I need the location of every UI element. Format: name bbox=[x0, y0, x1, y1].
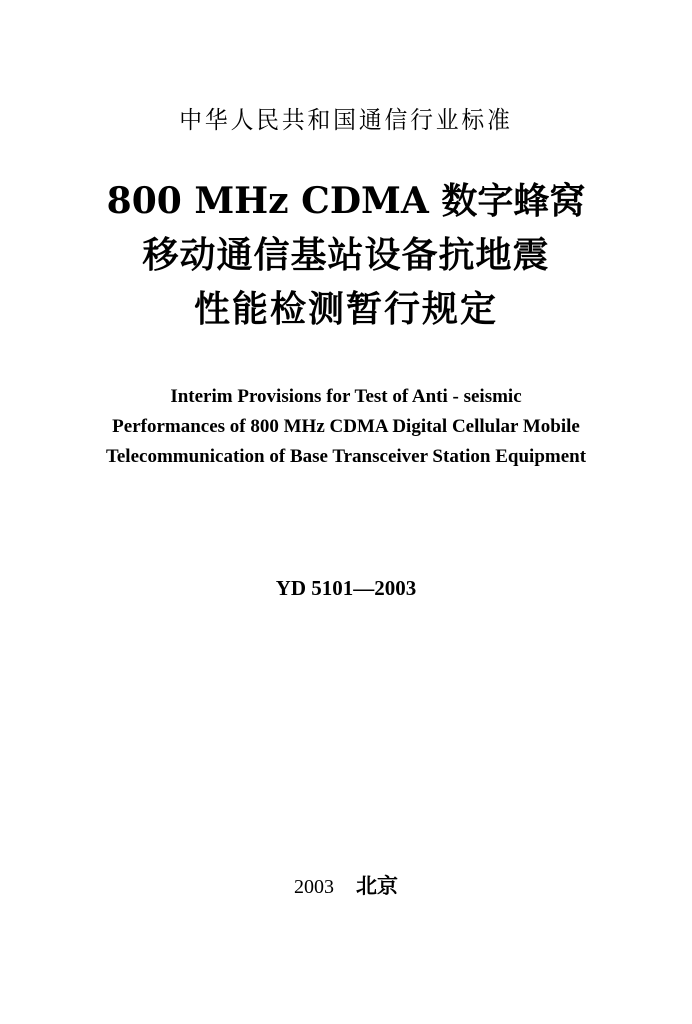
english-title bbox=[0, 382, 692, 472]
issuer-line: 中华人民共和国通信行业标准 bbox=[179, 106, 513, 134]
publication-year: 2003 bbox=[294, 876, 334, 898]
english-title-line-3: Telecommunication of Base Transceiver Station Equipment bbox=[105, 446, 587, 467]
chinese-title-line-3: 性能检测暂行规定 bbox=[193, 288, 498, 330]
chinese-title-line-1: 800 MHz CDMA 数字蜂窝 bbox=[106, 180, 586, 222]
chinese-title bbox=[0, 174, 692, 336]
standard-code: YD 5101—2003 bbox=[275, 576, 417, 600]
publication-city: 北京 bbox=[356, 873, 398, 898]
english-title-line-2: Performances of 800 MHz CDMA Digital Cellular Mobile bbox=[112, 416, 580, 437]
publication-info bbox=[0, 872, 692, 901]
chinese-title-line-2: 移动通信基站设备抗地震 bbox=[142, 234, 550, 276]
english-title-line-1: Interim Provisions for Test of Anti - seismic bbox=[170, 386, 522, 407]
